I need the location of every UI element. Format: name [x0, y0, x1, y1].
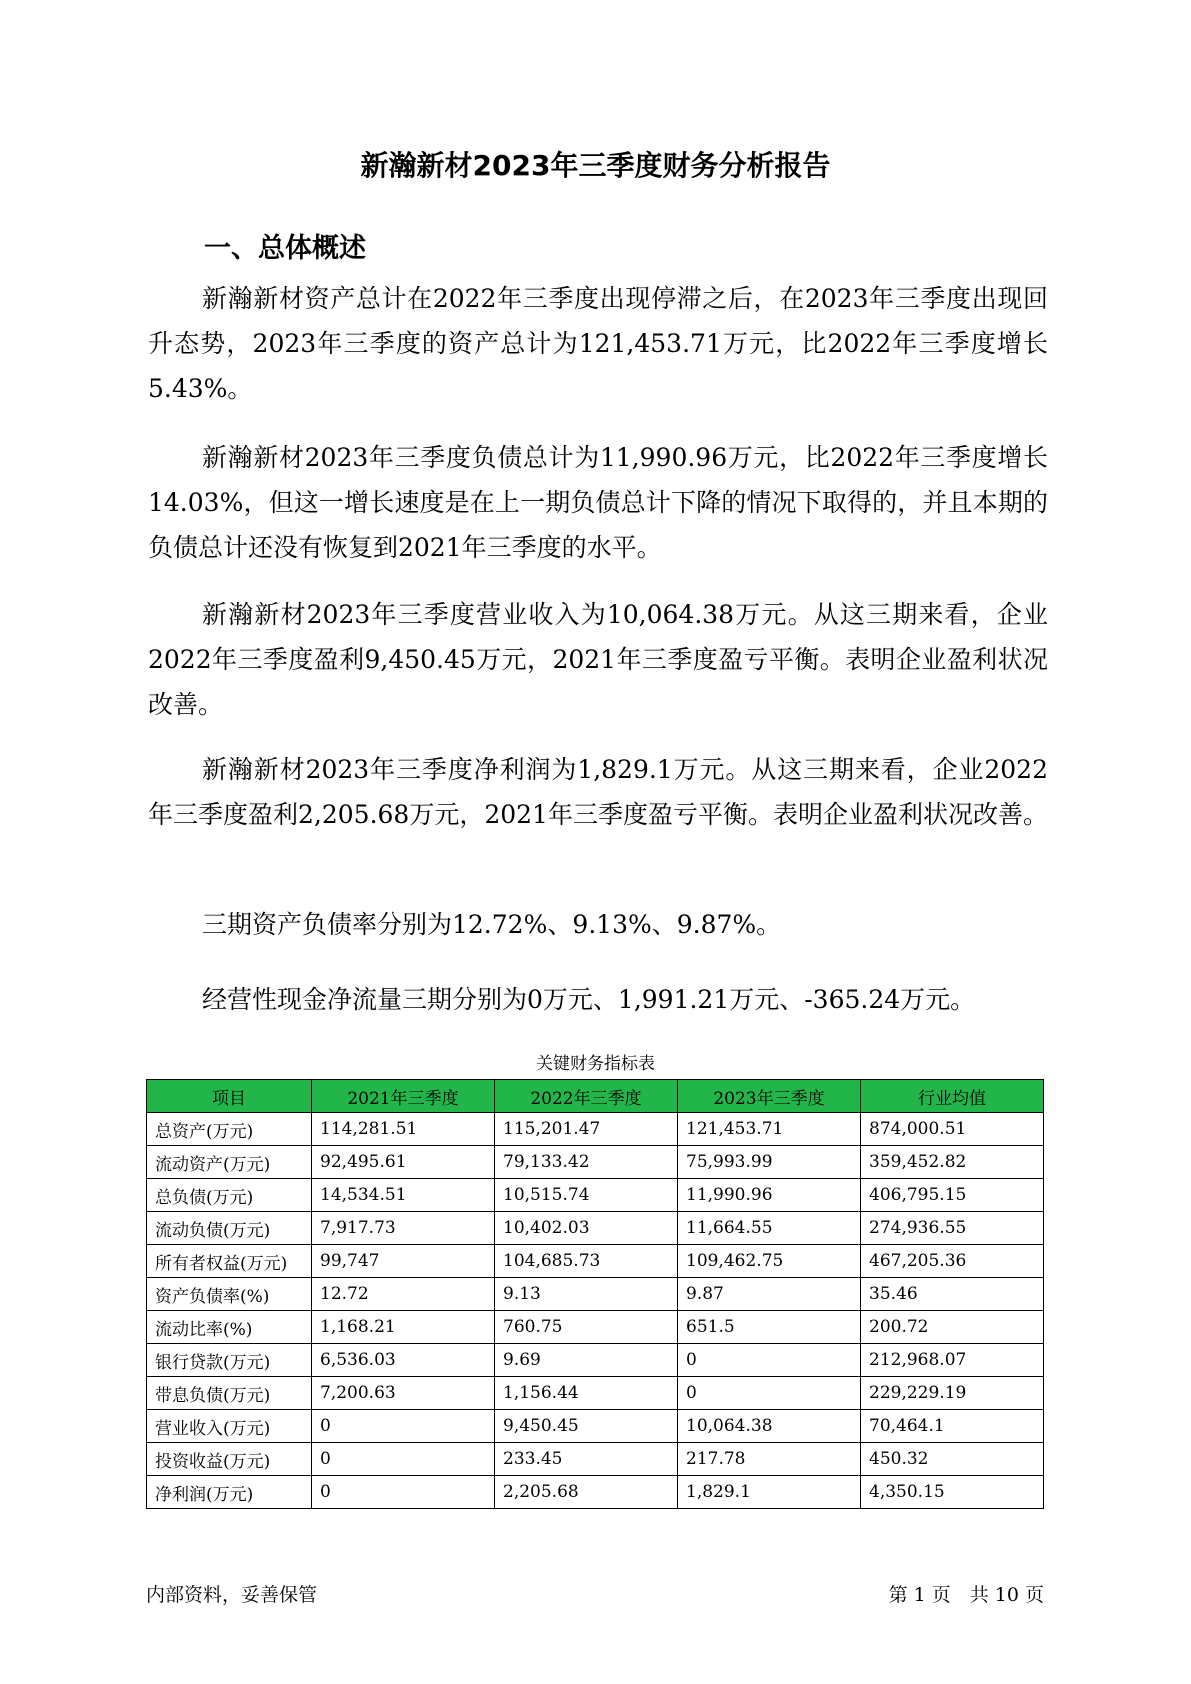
cell-value: 406,795.15	[861, 1179, 1044, 1212]
cell-value: 75,993.99	[678, 1146, 861, 1179]
cell-value: 229,229.19	[861, 1377, 1044, 1410]
document-title: 新瀚新材2023年三季度财务分析报告	[360, 149, 831, 182]
cell-value: 217.78	[678, 1443, 861, 1476]
table-header-row	[147, 1080, 1044, 1113]
cell-value: 14,534.51	[312, 1179, 495, 1212]
cell-value: 10,064.38	[678, 1410, 861, 1443]
cell-value: 11,664.55	[678, 1212, 861, 1245]
cell-value: 4,350.15	[861, 1476, 1044, 1509]
cell-value: 9.13	[495, 1278, 678, 1311]
paragraph-total-liabilities: 新瀚新材2023年三季度负债总计为11,990.96万元，比2022年三季度增长14.03%，但这一增长速度是在上一期负债总计下降的情况下取得的，并且本期的负债总计还没有恢复到2021年三季度的水平。	[148, 443, 1048, 562]
row-label: 流动负债(万元)	[147, 1212, 312, 1245]
row-label: 流动比率(%)	[147, 1311, 312, 1344]
cell-value: 70,464.1	[861, 1410, 1044, 1443]
cell-value: 212,968.07	[861, 1344, 1044, 1377]
cell-value: 0	[312, 1476, 495, 1509]
table-row	[147, 1311, 1044, 1344]
cell-value: 9.69	[495, 1344, 678, 1377]
cell-value: 9,450.45	[495, 1410, 678, 1443]
header-item: 项目	[147, 1080, 312, 1113]
table-row	[147, 1113, 1044, 1146]
cell-value: 467,205.36	[861, 1245, 1044, 1278]
paragraph-revenue: 新瀚新材2023年三季度营业收入为10,064.38万元。从这三期来看，企业2022年三季度盈利9,450.45万元，2021年三季度盈亏平衡。表明企业盈利状况改善。	[148, 600, 1048, 719]
row-label: 资产负债率(%)	[147, 1278, 312, 1311]
table-row	[147, 1212, 1044, 1245]
cell-value: 1,168.21	[312, 1311, 495, 1344]
cell-value: 6,536.03	[312, 1344, 495, 1377]
cell-value: 0	[312, 1443, 495, 1476]
header-2023q3: 2023年三季度	[678, 1080, 861, 1113]
header-2022q3: 2022年三季度	[495, 1080, 678, 1113]
header-2021q3: 2021年三季度	[312, 1080, 495, 1113]
row-label: 总资产(万元)	[147, 1113, 312, 1146]
cell-value: 274,936.55	[861, 1212, 1044, 1245]
cell-value: 9.87	[678, 1278, 861, 1311]
cell-value: 12.72	[312, 1278, 495, 1311]
cell-value: 2,205.68	[495, 1476, 678, 1509]
row-label: 总负债(万元)	[147, 1179, 312, 1212]
cell-value: 874,000.51	[861, 1113, 1044, 1146]
row-label: 营业收入(万元)	[147, 1410, 312, 1443]
cell-value: 121,453.71	[678, 1113, 861, 1146]
cell-value: 115,201.47	[495, 1113, 678, 1146]
cell-value: 450.32	[861, 1443, 1044, 1476]
table-row	[147, 1443, 1044, 1476]
cell-value: 35.46	[861, 1278, 1044, 1311]
table-caption: 关键财务指标表	[536, 1054, 655, 1074]
cell-value: 760.75	[495, 1311, 678, 1344]
cell-value: 359,452.82	[861, 1146, 1044, 1179]
footer-confidential-note: 内部资料，妥善保管	[146, 1584, 318, 1606]
row-label: 带息负债(万元)	[147, 1377, 312, 1410]
cell-value: 200.72	[861, 1311, 1044, 1344]
cell-value: 104,685.73	[495, 1245, 678, 1278]
cell-value: 651.5	[678, 1311, 861, 1344]
cell-value: 109,462.75	[678, 1245, 861, 1278]
table-row	[147, 1179, 1044, 1212]
cell-value: 10,402.03	[495, 1212, 678, 1245]
cell-value: 0	[678, 1344, 861, 1377]
header-industry-average: 行业均值	[861, 1080, 1044, 1113]
table-row	[147, 1476, 1044, 1509]
row-label: 所有者权益(万元)	[147, 1245, 312, 1278]
paragraph-debt-ratio: 三期资产负债率分别为12.72%、9.13%、9.87%。	[202, 910, 782, 939]
cell-value: 99,747	[312, 1245, 495, 1278]
row-label: 流动资产(万元)	[147, 1146, 312, 1179]
cell-value: 10,515.74	[495, 1179, 678, 1212]
table-row	[147, 1377, 1044, 1410]
cell-value: 7,200.63	[312, 1377, 495, 1410]
paragraph-total-assets: 新瀚新材资产总计在2022年三季度出现停滞之后，在2023年三季度出现回升态势，2023年三季度的资产总计为121,453.71万元，比2022年三季度增长5.43%。	[148, 284, 1048, 403]
cell-value: 1,156.44	[495, 1377, 678, 1410]
row-label: 银行贷款(万元)	[147, 1344, 312, 1377]
cell-value: 7,917.73	[312, 1212, 495, 1245]
cell-value: 0	[312, 1410, 495, 1443]
table-row	[147, 1245, 1044, 1278]
table-row	[147, 1278, 1044, 1311]
table-row	[147, 1410, 1044, 1443]
table-row	[147, 1344, 1044, 1377]
cell-value: 1,829.1	[678, 1476, 861, 1509]
cell-value: 0	[678, 1377, 861, 1410]
table-row	[147, 1146, 1044, 1179]
cell-value: 233.45	[495, 1443, 678, 1476]
paragraph-net-profit: 新瀚新材2023年三季度净利润为1,829.1万元。从这三期来看，企业2022年三季度盈利2,205.68万元，2021年三季度盈亏平衡。表明企业盈利状况改善。	[148, 755, 1048, 829]
row-label: 净利润(万元)	[147, 1476, 312, 1509]
cell-value: 92,495.61	[312, 1146, 495, 1179]
cell-value: 114,281.51	[312, 1113, 495, 1146]
section-heading-overview: 一、总体概述	[204, 233, 366, 264]
row-label: 投资收益(万元)	[147, 1443, 312, 1476]
cell-value: 11,990.96	[678, 1179, 861, 1212]
key-financial-indicators-table	[146, 1079, 1044, 1509]
cell-value: 79,133.42	[495, 1146, 678, 1179]
footer-page-number: 第 1 页 共 10 页	[888, 1584, 1044, 1606]
paragraph-cash-flow: 经营性现金净流量三期分别为0万元、1,991.21万元、-365.24万元。	[202, 985, 976, 1014]
